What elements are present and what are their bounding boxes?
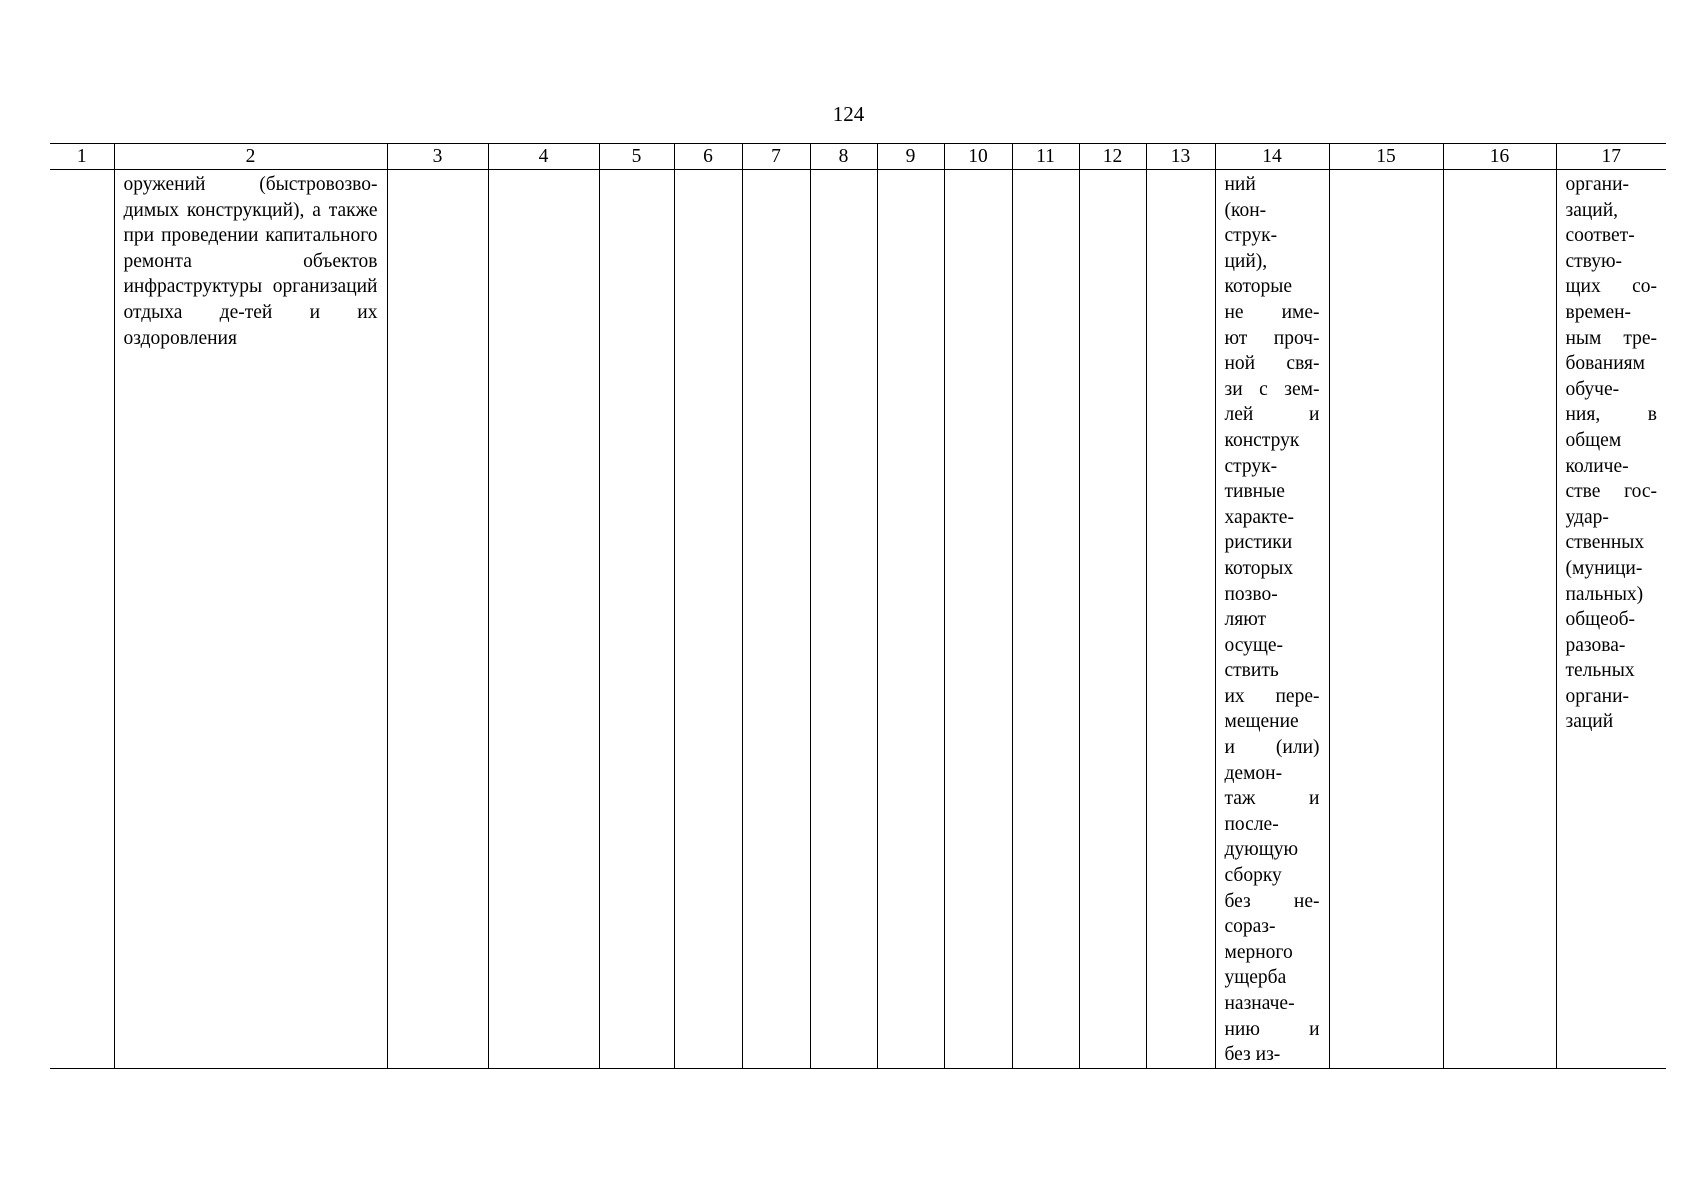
cell-line: заций (1565, 711, 1614, 733)
column-header: 9 (877, 144, 944, 170)
cell-line: струк- (1224, 455, 1278, 477)
cell-line: струк- (1224, 225, 1278, 247)
cell-line: позво- (1224, 583, 1278, 605)
cell-line: ций), (1224, 250, 1268, 272)
cell-line: бованиям (1565, 353, 1645, 375)
cell-col-13 (1146, 170, 1215, 1069)
cell-line: щих со- (1565, 276, 1657, 298)
data-table (50, 143, 1666, 1069)
cell-line: тивные (1224, 481, 1285, 503)
column-header: 15 (1329, 144, 1443, 170)
cell-col-8 (810, 170, 877, 1069)
cell-col-17 (1556, 170, 1666, 1069)
cell-line: времен- (1565, 301, 1632, 323)
cell-col-16 (1443, 170, 1556, 1069)
cell-line: без не- (1224, 890, 1320, 912)
column-header: 14 (1215, 144, 1329, 170)
cell-line: и (или) (1224, 737, 1320, 759)
cell-line: количе- (1565, 455, 1629, 477)
page-number: 124 (832, 102, 865, 126)
column-header: 16 (1443, 144, 1556, 170)
cell-line: мещение (1224, 711, 1299, 733)
cell-line: без из- (1224, 1044, 1281, 1066)
cell-col-12 (1079, 170, 1146, 1069)
cell-col-4 (488, 170, 599, 1069)
cell-line: ний (1224, 174, 1256, 195)
cell-line: (кон- (1224, 199, 1267, 221)
cell-line: тельных (1565, 660, 1635, 682)
cell-line: (муници- (1565, 557, 1643, 579)
cell-line: удар- (1565, 506, 1609, 528)
cell-line: органи- (1565, 174, 1630, 195)
column-header: 10 (944, 144, 1012, 170)
column-header: 6 (674, 144, 742, 170)
cell-line: ния, в (1565, 404, 1657, 426)
cell-line: общем (1565, 429, 1622, 451)
table-row (50, 170, 1666, 1069)
cell-line: осуще- (1224, 634, 1284, 656)
cell-line: заций, (1565, 199, 1619, 221)
cell-col-1 (50, 170, 114, 1069)
cell-line: ственных (1565, 532, 1645, 554)
cell-line: разова- (1565, 634, 1626, 656)
cell-line: таж и (1224, 788, 1320, 810)
cell-line: ляют (1224, 609, 1267, 631)
cell-line: ют проч- (1224, 327, 1320, 349)
cell-line: после- (1224, 813, 1279, 835)
cell-line: ной свя- (1224, 353, 1320, 375)
cell-line: ристики (1224, 532, 1293, 554)
cell-line: обуче- (1565, 378, 1620, 400)
cell-line: лей и (1224, 404, 1320, 426)
cell-line: назначе- (1224, 993, 1295, 1014)
cell-line: мерного (1224, 941, 1293, 963)
cell-line: ствить (1224, 660, 1279, 682)
cell-col-14-text (1225, 172, 1320, 1068)
cell-line: которые (1224, 276, 1292, 298)
cell-line: которых (1224, 557, 1294, 579)
column-header: 2 (114, 144, 387, 170)
column-header: 13 (1146, 144, 1215, 170)
cell-col-10 (944, 170, 1012, 1069)
cell-line: общеоб- (1565, 609, 1636, 631)
column-header: 3 (387, 144, 488, 170)
cell-line: соответ- (1565, 225, 1635, 247)
cell-col-6 (674, 170, 742, 1069)
cell-col-5 (599, 170, 674, 1069)
cell-line: нию и (1224, 1018, 1320, 1040)
cell-line: ствую- (1565, 250, 1623, 272)
cell-line: сборку (1224, 865, 1282, 887)
cell-line: стве гос- (1565, 481, 1657, 503)
cell-col-3 (387, 170, 488, 1069)
cell-line: зи с зем- (1224, 378, 1320, 400)
cell-line: демон- (1224, 762, 1283, 784)
cell-line: дующую (1224, 839, 1299, 861)
column-header: 4 (488, 144, 599, 170)
cell-col-2 (114, 170, 387, 1069)
cell-col-14 (1215, 170, 1329, 1069)
cell-line: пальных) (1565, 583, 1644, 605)
column-header: 5 (599, 144, 674, 170)
cell-line: сораз- (1224, 916, 1276, 938)
cell-col-7 (742, 170, 810, 1069)
column-header: 1 (50, 144, 114, 170)
column-header: 11 (1012, 144, 1079, 170)
cell-line: не име- (1224, 301, 1320, 323)
column-header: 7 (742, 144, 810, 170)
column-header: 12 (1079, 144, 1146, 170)
cell-line: их пере- (1224, 685, 1320, 707)
column-header: 17 (1556, 144, 1666, 170)
cell-col-2-text: оружений (быстровозво-димых конструкций), а также при проведении капитального ремонта объектов инфраструктуры организаций отдыха де-тей и их оздоровления (123, 174, 378, 349)
cell-col-9 (877, 170, 944, 1069)
cell-line: характе- (1224, 506, 1294, 528)
cell-col-17-text (1566, 172, 1658, 735)
header-row (50, 144, 1666, 170)
cell-col-11 (1012, 170, 1079, 1069)
cell-line: ным тре- (1565, 327, 1657, 349)
cell-line: органи- (1565, 685, 1630, 707)
cell-col-15 (1329, 170, 1443, 1069)
cell-line: ущерба (1224, 967, 1287, 989)
cell-line: конструк (1224, 429, 1300, 451)
column-header: 8 (810, 144, 877, 170)
